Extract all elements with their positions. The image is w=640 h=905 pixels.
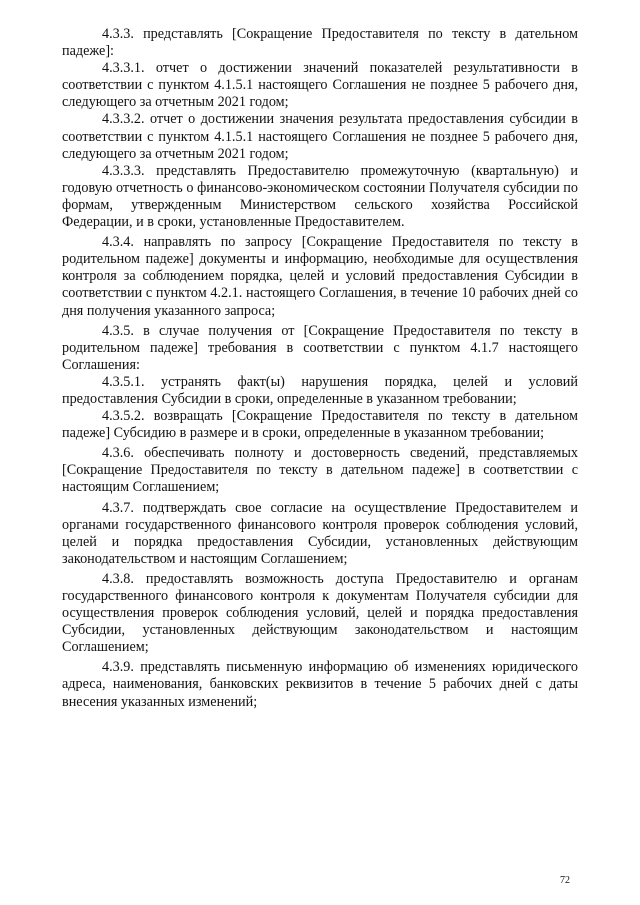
paragraph-4-3-8: 4.3.8. предоставлять возможность доступа Предоставителю и органам государственного финансового контроля к документам Получателя субсидии для осуществления проверок соблюдения условий, целей и порядка предоставления Субсидии, установленных действующим законодательством и настоящим Соглашением; — [62, 570, 578, 656]
paragraph-4-3-3-3: 4.3.3.3. представлять Предоставителю промежуточную (квартальную) и годовую отчетность о финансово-экономическом состоянии Получателя субсидии по формам, утвержденным Министерством сельского хозяйства Российской Федерации, и в сроки, установленные Предоставителем. — [62, 162, 578, 231]
paragraph-4-3-4: 4.3.4. направлять по запросу [Сокращение Предоставителя по тексту в родительном падеже] документы и информацию, необходимые для осуществления контроля за соблюдением порядка, целей и условий предоставления Субсидии в соответствии с пунктом 4.2.1. настоящего Соглашения, в течение 10 рабочих дней со дня получения указанного запроса; — [62, 234, 578, 319]
page-number: 72 — [560, 875, 570, 886]
paragraph-4-3-3-1: 4.3.3.1. отчет о достижении значений показателей результативности в соответствии с пунктом 4.1.5.1 настоящего Соглашения не позднее 5 рабочего дня, следующего за отчетным 2021 годом; — [62, 60, 578, 111]
paragraph-4-3-5-1: 4.3.5.1. устранять факт(ы) нарушения порядка, целей и условий предоставления Субсидии в сроки, определенные в указанном требовании; — [62, 373, 578, 407]
paragraph-4-3-3: 4.3.3. представлять [Сокращение Предоставителя по тексту в дательном падеже]: — [62, 26, 578, 60]
paragraph-4-3-9: 4.3.9. представлять письменную информацию об изменениях юридического адреса, наименования, банковских реквизитов в течение 5 рабочих дней с даты внесения указанных изменений; — [62, 659, 578, 710]
paragraph-4-3-7: 4.3.7. подтверждать свое согласие на осуществление Предоставителем и органами государственного финансового контроля проверок соблюдения условий, целей и порядка предоставления Субсидии, установленных действующим законодательством и настоящим Соглашением; — [62, 499, 578, 567]
paragraph-4-3-5: 4.3.5. в случае получения от [Сокращение Предоставителя по тексту в родительном падеже] требования в соответствии с пунктом 4.1.7 настоящего Соглашения: — [62, 322, 578, 373]
document-body — [62, 26, 578, 711]
paragraph-4-3-5-2: 4.3.5.2. возвращать [Сокращение Предоставителя по тексту в дательном падеже] Субсидию в размере и в сроки, определенные в указанном требовании; — [62, 408, 578, 442]
paragraph-4-3-3-2: 4.3.3.2. отчет о достижении значения результата предоставления субсидии в соответствии с пунктом 4.1.5.1 настоящего Соглашения не позднее 5 рабочего дня, следующего за отчетным 2021 годом; — [62, 111, 578, 162]
paragraph-4-3-6: 4.3.6. обеспечивать полноту и достоверность сведений, представляемых [Сокращение Предоставителя по тексту в дательном падеже] в соответствии с настоящим Соглашением; — [62, 445, 578, 496]
